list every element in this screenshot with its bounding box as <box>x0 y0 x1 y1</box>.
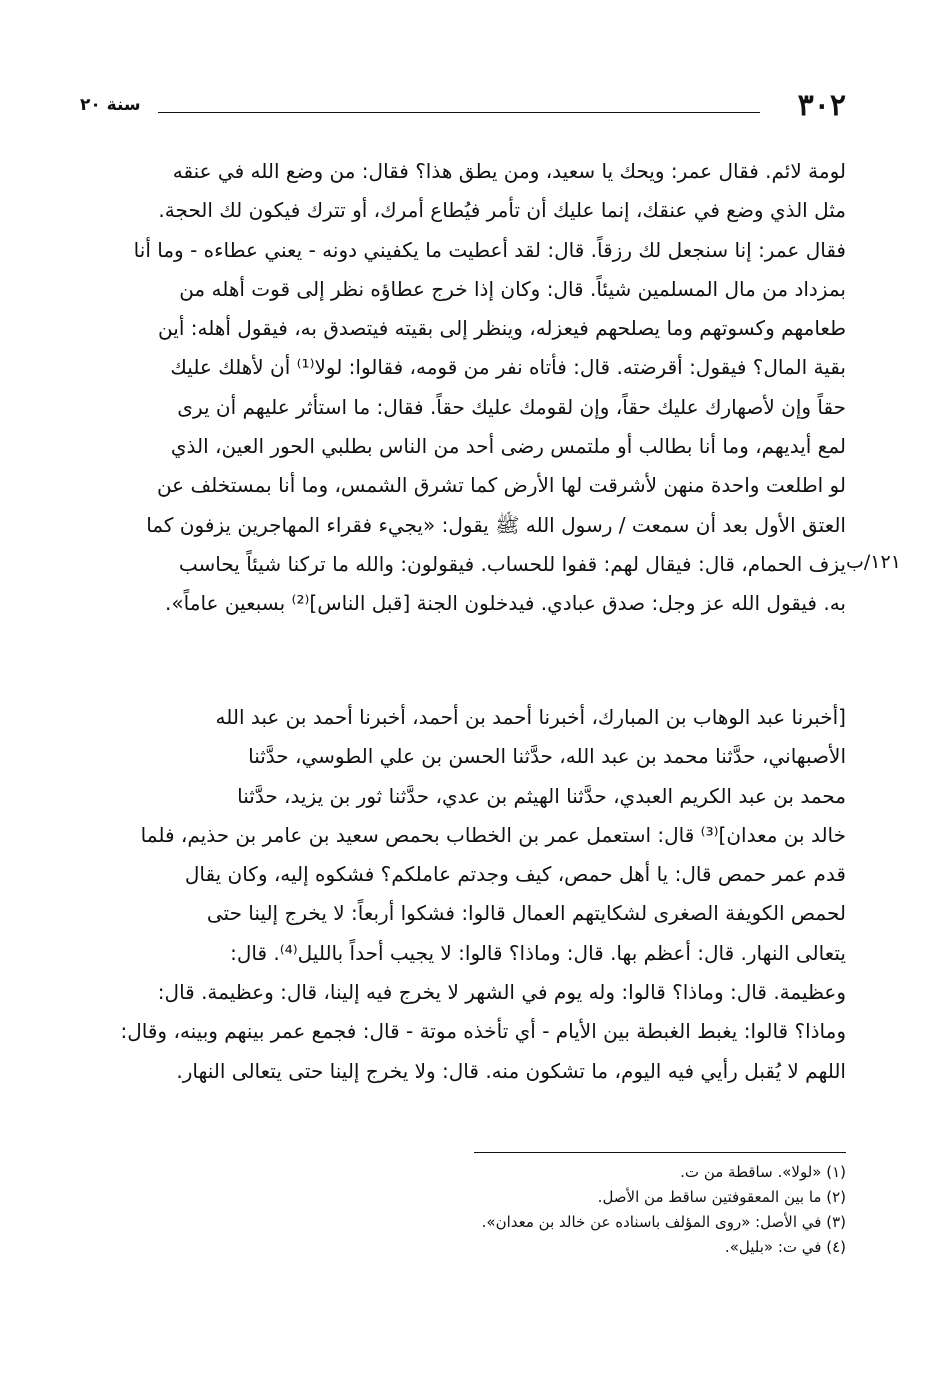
text-line: يزف الحمام، قال: فيقال لهم: قفوا للحساب. فيقولون: والله ما تركنا شيئاً يحاسب <box>178 551 846 576</box>
text-line: الأصبهاني، حدَّثنا محمد بن عبد الله، حدَّثنا الحسن بن علي الطوسي، حدَّثنا <box>248 744 846 769</box>
text-line: لحمص الكويفة الصغرى لشكايتهم العمال قالوا: فشكوا أربعاً: لا يخرج إلينا حتى <box>206 901 846 926</box>
text-line: لومة لائم. فقال عمر: ويحك يا سعيد، ومن يطق هذا؟ فقال: من وضع الله في عنقه <box>172 159 846 183</box>
text-line: خالد بن معدان]⁽³⁾ قال: استعمل عمر بن الخطاب بحمص سعيد بن عامر بن حذيم، فلما <box>140 822 846 847</box>
text-line: بمزداد من مال المسلمين شيئاً. قال: وكان إذا خرج عطاؤه نظر إلى قوت أهله من <box>179 276 846 301</box>
year-label: سنة ٢٠ <box>80 95 141 115</box>
footnotes <box>98 1160 846 1260</box>
paragraph-2 <box>98 698 846 1091</box>
text-line: وماذا؟ قالوا: يغبط الغبطة بين الأيام - أي تأخذه موتة - قال: فجمع عمر بينهم وبينه، وقال: <box>120 1019 846 1044</box>
text-line: حقاً وإن لأصهارك عليك حقاً، وإن لقومك عليك حقاً. فقال: ما استأثر عليهم أن يرى <box>177 394 846 419</box>
text-line: قدم عمر حمص قال: يا أهل حمص، كيف وجدتم عاملكم؟ فشكوه إليه، وكان يقال <box>184 862 846 887</box>
text-line: طعامهم وكسوتهم وما يصلحهم فيعزله، وينظر إلى بقيته فيتصدق به، فيقول أهله: أين <box>158 316 846 341</box>
footnote: (١) «لولا». ساقطة من ت. <box>680 1163 846 1181</box>
text-line: محمد بن عبد الكريم العبدي، حدَّثنا الهيثم بن عدي، حدَّثنا ثور بن يزيد، حدَّثنا <box>237 783 846 808</box>
page-number: ٣٠٢ <box>797 88 846 123</box>
header-rule <box>158 112 760 113</box>
text-line: العتق الأول بعد أن سمعت / رسول الله ﷺ يقول: «يجيء فقراء المهاجرين يزفون كما <box>146 512 846 537</box>
text-line: مثل الذي وضع في عنقك، إنما عليك أن تأمر فيُطاع أمرك، أو تترك فيكون لك الحجة. <box>158 198 846 223</box>
text-line: بقية المال؟ فيقول: أقرضته. قال: فأتاه نفر من قومه، فقالوا: لولا⁽¹⁾ أن لأهلك عليك <box>170 355 846 380</box>
text-line: لو اطلعت واحدة منهن لأشرقت لها الأرض كما تشرق الشمس، وما أنا بمستخلف عن <box>156 473 846 498</box>
text-line: وعظيمة. قال: وماذا؟ قالوا: وله يوم في الشهر لا يخرج فيه إلينا، قال: وعظيمة. قال: <box>157 980 846 1005</box>
text-line: فقال عمر: إنا سنجعل لك رزقاً. قال: لقد أعطيت ما يكفيني دونه - يعني عطاءه - وما أنا <box>133 237 846 262</box>
text-line: به. فيقول الله عز وجل: صدق عبادي. فيدخلون الجنة [قبل الناس]⁽²⁾ بسبعين عاماً». <box>165 591 846 616</box>
text-line: لمع أيديهم، وما أنا بطالب أو ملتمس رضى أحد من الناس بطلبي الحور العين، الذي <box>170 434 846 459</box>
footnote: (٤) في ت: «بليل». <box>724 1238 846 1256</box>
paragraph-1 <box>98 152 846 624</box>
page-header <box>80 88 846 124</box>
text-line: [أخبرنا عبد الوهاب بن المبارك، أخبرنا أحمد بن أحمد، أخبرنا أحمد بن عبد الله <box>215 705 846 729</box>
text-line: اللهم لا يُقبل رأيي فيه اليوم، ما تشكون منه. قال: ولا يخرج إلينا حتى يتعالى النهار. <box>176 1058 846 1083</box>
footnote: (٣) في الأصل: «روى المؤلف باسناده عن خالد بن معدان». <box>481 1213 846 1231</box>
footnote: (٢) ما بين المعقوفتين ساقط من الأصل. <box>597 1188 846 1206</box>
text-line: يتعالى النهار. قال: أعظم بها. قال: وماذا؟ قالوا: لا يجيب أحداً بالليل⁽⁴⁾. قال: <box>230 940 846 965</box>
footnote-separator <box>474 1152 846 1153</box>
folio-margin-note: ١٢١/ب <box>846 551 901 573</box>
